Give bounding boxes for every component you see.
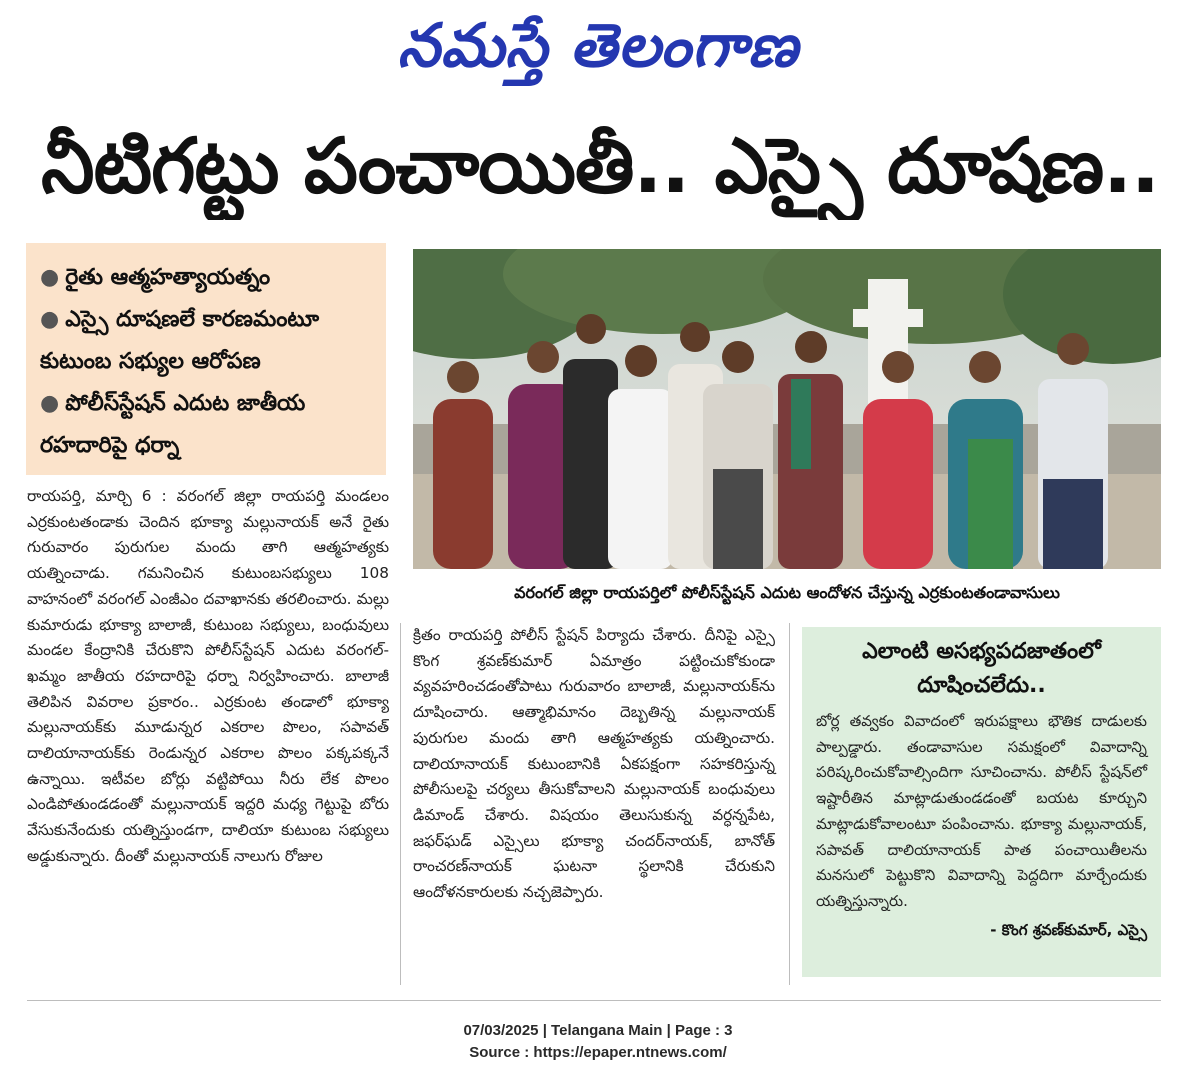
- highlights-box: [26, 243, 386, 475]
- si-statement-body: బోర్ల తవ్వకం వివాదంలో ఇరుపక్షాలు భౌతిక దాడులకు పాల్పడ్డారు. తండావాసుల సమక్షంలో వివాదాన్ని పరిష్కరించుకోవాల్సిందిగా సూచించాను. పోలీస్ స్టేషన్‌లో ఇష్టారీతిన మాట్లాడుతుండడంతో బయట కూర్చుని మాట్లాడుకోవాలంటూ పంపించాను. భూక్యా మల్లునాయక్, సపావత్ దాలియానాయక్ పాత పంచాయితీలను మనసులో పెట్టుకొని వివాదాన్ని పెద్దదిగా మార్చేందుకు యత్నిస్తున్నారు.: [816, 712, 1147, 910]
- si-statement-title: ఎలాంటి అసభ్యపదజాతంలో దూషించలేదు..: [862, 639, 1101, 698]
- highlight-text: పోలీస్‌స్టేషన్ ఎదుట జాతీయ: [65, 391, 306, 416]
- newspaper-logo: నమస్తే తెలంగాణ: [397, 11, 799, 81]
- protest-photo-illustration: [413, 249, 1161, 569]
- footer: [0, 1020, 1196, 1064]
- photo-caption: వరంగల్ జిల్లా రాయపర్తిలో పోలీస్‌స్టేషన్ ఎదుట ఆందోళన చేస్తున్న ఎర్రకుంటతండావాసులు: [514, 583, 1060, 602]
- highlight-item: [40, 257, 372, 299]
- highlight-item: [40, 383, 372, 467]
- highlight-text-cont: కుటుంబ సభ్యుల ఆరోపణ: [40, 349, 261, 374]
- column-divider: [789, 623, 790, 985]
- highlight-text: ఎస్సై దూషణలే కారణమంటూ: [65, 307, 320, 332]
- highlight-text-cont: రహదారిపై ధర్నా: [40, 433, 180, 458]
- edition-info: 07/03/2025 | Telangana Main | Page : 3: [463, 1022, 733, 1039]
- footer-rule: [27, 1000, 1161, 1001]
- bullet-icon: ●: [40, 265, 60, 290]
- si-statement-box: [802, 627, 1161, 977]
- source-link[interactable]: Source : https://epaper.ntnews.com/: [469, 1044, 727, 1061]
- bullet-icon: ●: [40, 391, 60, 416]
- news-photo: [413, 249, 1161, 569]
- bullet-icon: ●: [40, 307, 60, 332]
- masthead: [0, 0, 1196, 95]
- column-divider: [400, 623, 401, 985]
- article-column-2: క్రితం రాయపర్తి పోలీస్ స్టేషన్ పిర్యాదు చేశారు. దీనిపై ఎస్సై కొంగ శ్రవణ్‌కుమార్ ఏమాత్రం పట్టించుకోకుండా వ్యవహరించడంతోపాటు గురువారం బాలాజీ, మల్లునాయక్‌ను దూషించారు. ఆత్మాభిమానం దెబ్బతిన్న మల్లునాయక్ పురుగుల మందు తాగి ఆత్మహత్యకు యత్నించారు. దాలియానాయక్ కుటుంబానికి ఏకపక్షంగా సహకరిస్తున్న పోలీసులపై చర్యలు తీసుకోవాలని మల్లునాయక్ బంధువులు డిమాండ్ చేశారు. విషయం తెలుసుకున్న వర్ధన్నపేట, జఫర్‌ఘడ్ ఎస్సైలు భూక్యా చందర్‌నాయక్, బానోత్ రాంచరణ్‌నాయక్ ఘటనా స్థలానికి చేరుకుని ఆందోళనకారులకు నచ్చజెప్పారు.: [413, 626, 775, 902]
- headline: నీటిగట్టు పంచాయితీ.. ఎస్సై దూషణ..: [41, 121, 1159, 210]
- highlight-text: రైతు ఆత్మహత్యాయత్నం: [65, 265, 271, 290]
- highlight-item: [40, 299, 372, 383]
- article-column-1: రాయపర్తి, మార్చి 6 : వరంగల్ జిల్లా రాయపర్తి మండలం ఎర్రకుంటతండాకు చెందిన భూక్యా మల్లునాయక్ అనే రైతు గురువారం పురుగుల మందు తాగి ఆత్మహత్యకు యత్నించాడు. గమనించిన కుటుంబసభ్యులు 108 వాహనంలో వరంగల్ ఎంజీఎం దవాఖానకు తరలించారు. మల్లు కుమారుడు భూక్యా బాలాజీ, కుటుంబ సభ్యులు, బంధువులు మండల కేంద్రానికి చేరుకొని పోలీస్‌స్టేషన్ ఎదుట వరంగల్-ఖమ్మం జాతీయ రహదారిపై ధర్నా నిర్వహించారు. బాలాజీ తెలిపిన వివరాల ప్రకారం.. ఎర్రకుంట తండాలో భూక్యా మల్లునాయక్‌కు మూడున్నర ఎకరాల పొలం, సపావత్ దాలియానాయక్‌కు రెండున్నర ఎకరాల పొలం పక్కపక్కనే ఉన్నాయి. ఇటీవల బోర్లు వట్టిపోయి నీరు లేక పొలం ఎండిపోతుండడంతో మల్లునాయక్ ఇద్దరి మధ్య గెట్టుపై బోరు వేసుకునేందుకు యత్నిస్తుండగా, దాలియా కుటుంబ సభ్యులు అడ్డుకున్నారు. దీంతో మల్లునాయక్ నాలుగు రోజుల: [27, 487, 389, 865]
- si-signature: - కొంగ శ్రవణ్‌కుమార్, ఎస్సై: [990, 920, 1147, 939]
